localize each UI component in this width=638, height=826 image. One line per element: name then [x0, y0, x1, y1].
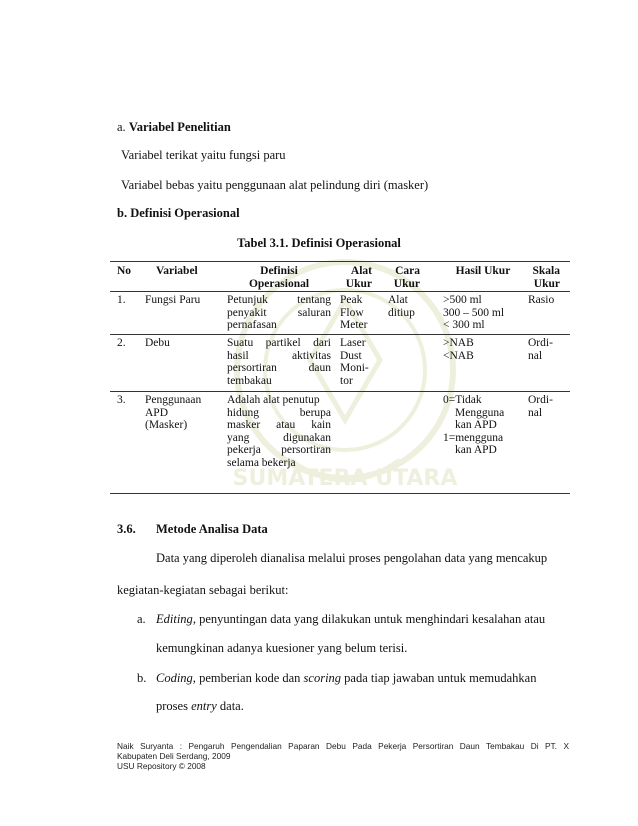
svg-text:SUMATERA UTARA: SUMATERA UTARA [232, 466, 458, 491]
cell-line: kan APD [455, 419, 497, 431]
footer-line2: Kabupaten Deli Serdang, 2009 [117, 751, 231, 761]
row1-skala [528, 294, 554, 307]
cell-line: hasil aktivitas [227, 349, 331, 362]
table-header-rule [110, 291, 570, 292]
cell-line: Ordi- [528, 337, 553, 349]
cell-line: Suatu partikel dari [227, 337, 331, 349]
header-alat-line2: Ukur [345, 277, 372, 290]
header-cara-line2: Ukur [393, 277, 420, 290]
cell-line: hidung berupa [227, 406, 331, 419]
row2-definisi [227, 337, 331, 387]
row3-skala [528, 394, 553, 419]
cell-line: Ordi- [528, 394, 553, 406]
cell-line: 300 – 500 ml [443, 306, 505, 319]
row1-cara [388, 294, 415, 319]
item-a-label: a. [137, 612, 146, 626]
cell-line: >NAB [443, 337, 474, 349]
header-skala-ukur [526, 265, 560, 290]
header-definisi-line1: Definisi [260, 265, 298, 277]
cell-line: Laser [340, 337, 366, 349]
header-alat-ukur [340, 265, 372, 290]
header-cara-ukur [384, 265, 420, 290]
cell-line: selama bekerja [227, 456, 296, 469]
section-36-para-line1: Data yang diperoleh dianalisa melalui proses pengolahan data yang mencakup [156, 551, 548, 565]
section-a-title: Variabel Penelitian [128, 120, 231, 134]
header-no: No [117, 265, 132, 277]
section-a-heading [117, 119, 231, 135]
table-caption: Tabel 3.1. Definisi Operasional [237, 236, 401, 250]
row3-no: 3. [117, 394, 126, 406]
item-b-text-end: pada tiap jawaban untuk memudahkan [341, 671, 537, 685]
row2-skala [528, 337, 553, 362]
cell-line: Petunjuk tentang [227, 294, 331, 306]
cell-line: nal [528, 349, 543, 362]
cell-line: Debu [145, 337, 170, 349]
cell-line: >500 ml [443, 294, 482, 306]
item-b-line2-term: entry [191, 699, 217, 713]
cell-line: 1=mengguna [443, 431, 504, 444]
row2-hasil [443, 337, 474, 362]
item-b-line2-post: data. [216, 699, 244, 713]
row3-definisi [227, 394, 331, 469]
table-top-rule [110, 261, 570, 262]
row1-hasil [443, 294, 504, 332]
cell-line: persortiran daun [227, 362, 331, 374]
item-a-term: Editing [156, 612, 193, 626]
cell-line: Flow [340, 306, 364, 319]
section-a-line2: Variabel bebas yaitu penggunaan alat pelindung diri (masker) [121, 178, 429, 192]
cell-line: Meter [340, 319, 368, 331]
header-skala-line2: Ukur [533, 277, 560, 290]
row1-variabel [145, 294, 200, 307]
footer-line1: Naik Suryanta : Pengaruh Pengendalian Paparan Debu Pada Pekerja Persortiran Daun Tembakau Di PT. X [117, 741, 569, 751]
section-a-line1: Variabel terikat yaitu fungsi paru [121, 148, 286, 162]
cell-line: Moni- [340, 362, 369, 374]
item-b-term: Coding, [156, 671, 196, 685]
section-36-title: Metode Analisa Data [156, 522, 268, 536]
header-alat-line1: Alat [350, 265, 372, 277]
header-cara-line1: Cara [395, 265, 420, 277]
header-skala-line1: Skala [532, 265, 560, 277]
row1-alat [340, 294, 367, 332]
row1-no: 1. [117, 294, 126, 306]
row2-alat [340, 337, 369, 387]
cell-line: Fungsi Paru [145, 294, 201, 306]
cell-line: Adalah alat penutup [227, 394, 320, 406]
item-b-term2: scoring [303, 671, 342, 685]
cell-line: pernafasan [227, 319, 277, 331]
table-bottom-rule [110, 493, 570, 494]
table-row-rule [110, 334, 570, 335]
section-36-para-line2: kegiatan-kegiatan sebagai berikut: [117, 583, 289, 597]
header-variabel: Variabel [156, 265, 198, 277]
header-definisi [224, 265, 334, 290]
cell-line: kan APD [455, 444, 497, 456]
cell-line: 0=Tidak [443, 394, 482, 406]
cell-line: Mengguna [455, 406, 505, 419]
cell-line: Peak [340, 294, 363, 306]
item-b-line2-pre: proses [156, 699, 192, 713]
item-b-label: b. [137, 671, 147, 685]
cell-line: tor [340, 374, 353, 387]
item-b-line1 [156, 670, 536, 686]
section-36-number: 3.6. [117, 522, 136, 536]
cell-line: <NAB [443, 349, 474, 362]
row2-variabel [145, 337, 170, 350]
cell-line: Penggunaan [145, 394, 202, 406]
cell-line: Rasio [528, 294, 555, 306]
cell-line: tembakau [227, 374, 272, 387]
cell-line: Dust [340, 349, 362, 362]
section-b-title: b. Definisi Operasional [117, 206, 240, 220]
cell-line: masker atau kain [227, 419, 331, 431]
item-a-text: , penyuntingan data yang dilakukan untuk menghindari kesalahan atau [192, 612, 546, 626]
footer-line3: USU Repository © 2008 [117, 761, 206, 771]
item-b-line2 [156, 698, 244, 714]
header-hasil-ukur: Hasil Ukur [455, 265, 511, 277]
cell-line: yang digunakan [227, 431, 331, 444]
cell-line: nal [528, 406, 543, 419]
row3-hasil [443, 394, 504, 457]
item-b-text-mid: pemberian kode dan [195, 671, 304, 685]
page-footer [117, 741, 569, 771]
cell-line: < 300 ml [443, 319, 485, 331]
item-a-line2: kemungkinan adanya kuesioner yang belum terisi. [156, 641, 408, 655]
cell-line: (Masker) [145, 419, 188, 431]
cell-line: APD [145, 406, 169, 419]
section-a-label: a. [117, 120, 126, 134]
row2-no: 2. [117, 337, 126, 349]
row3-variabel [145, 394, 201, 432]
cell-line: Alat [388, 294, 408, 306]
cell-line: ditiup [388, 306, 415, 319]
cell-line: penyakit saluran [227, 306, 331, 319]
row1-definisi [227, 294, 331, 332]
cell-line: pekerja persortiran [227, 444, 331, 456]
header-definisi-line2: Operasional [248, 277, 310, 290]
item-a-line1 [156, 611, 545, 627]
table-row-rule [110, 391, 570, 392]
